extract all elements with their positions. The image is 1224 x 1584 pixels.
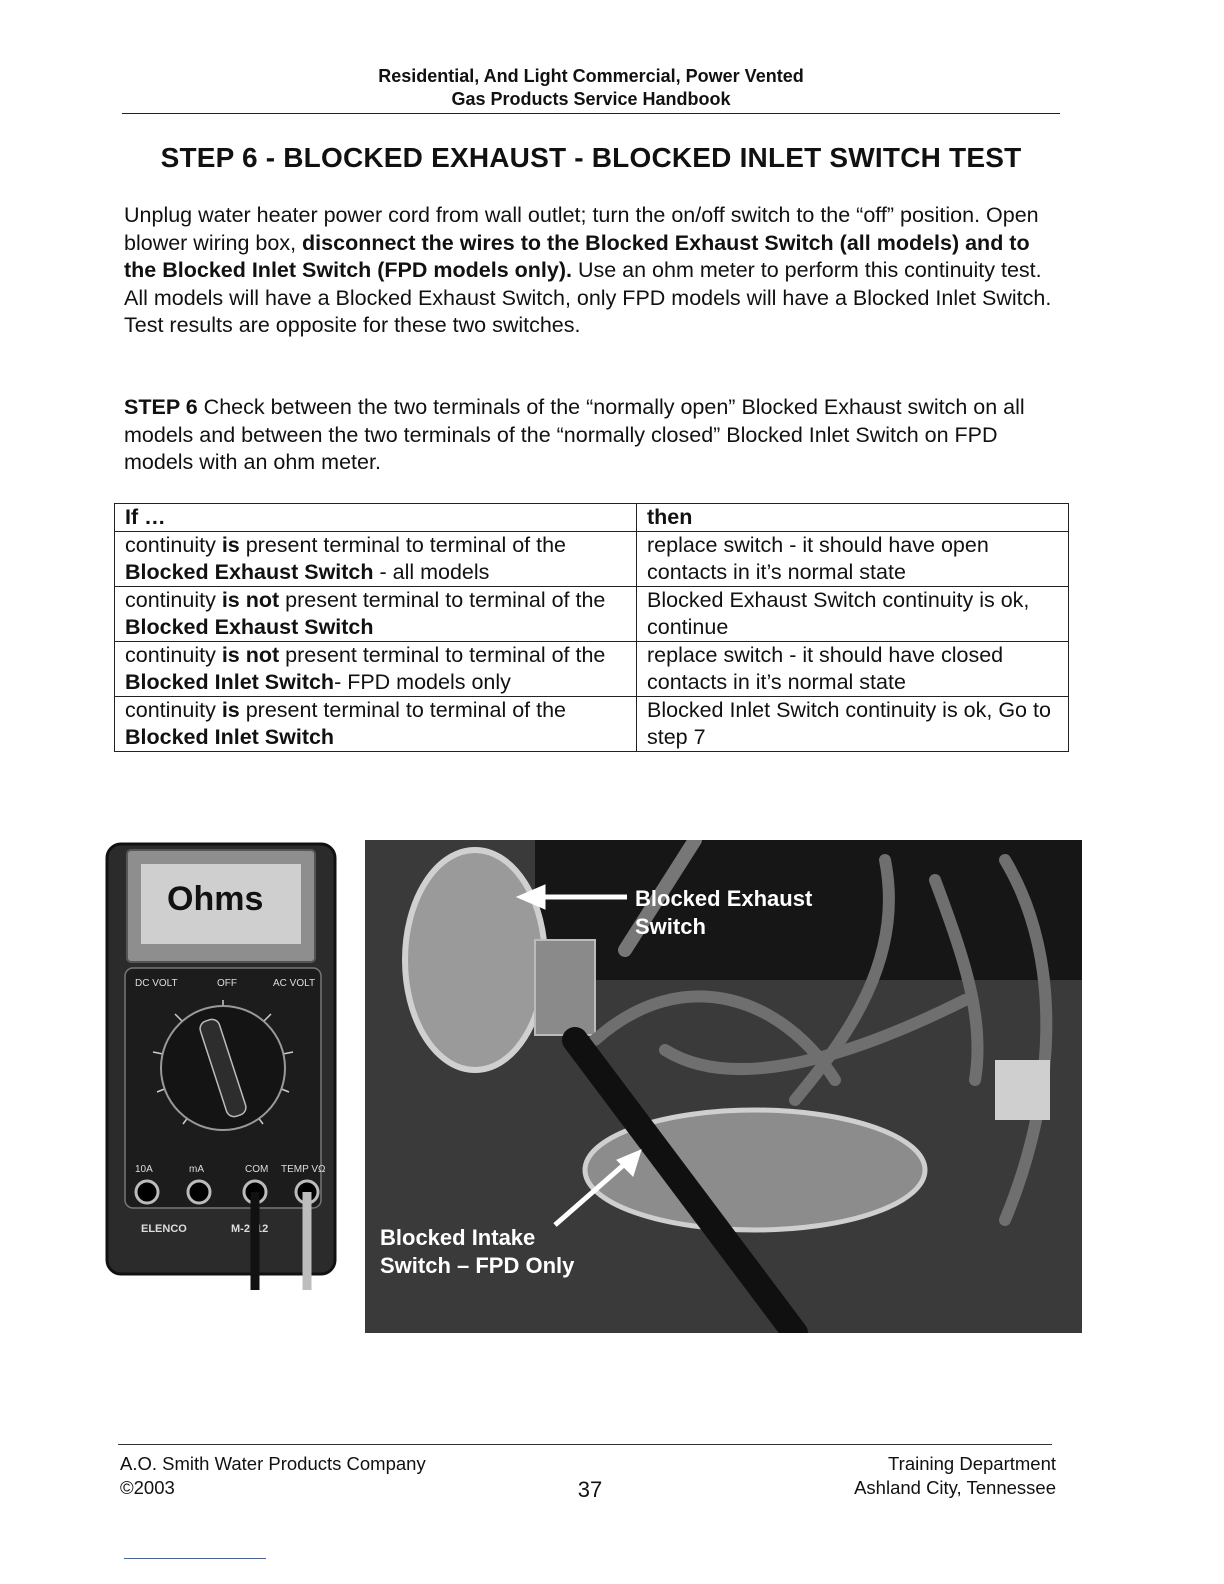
dc-volt-label: DC VOLT [135, 978, 178, 989]
cell-bold: Blocked Exhaust Switch [125, 560, 374, 584]
table-cell-if [115, 532, 637, 587]
ac-volt-label: AC VOLT [273, 978, 316, 989]
header-line-2: Gas Products Service Handbook [451, 89, 731, 109]
connector-block [995, 1060, 1050, 1120]
meter-display-text: Ohms [167, 880, 264, 918]
cell-text: present terminal to terminal of the [279, 643, 606, 667]
cell-bold: is [221, 533, 240, 557]
multimeter-image [105, 842, 337, 1290]
blocked-exhaust-switch-shape [535, 940, 595, 1035]
cell-text: continuity [125, 588, 222, 612]
footnote-separator [124, 1558, 266, 1559]
footer-department: Training Department [888, 1453, 1056, 1474]
meter-brand: ELENCO [141, 1223, 187, 1235]
jack-label-ma: mA [189, 1164, 204, 1175]
table-row [115, 697, 1069, 752]
if-then-table [114, 503, 1069, 752]
intake-label-line-2: Switch – FPD Only [380, 1253, 575, 1278]
cell-bold: is not [221, 643, 280, 667]
table-cell-then: replace switch - it should have closed contacts in it’s normal state [637, 642, 1069, 697]
table-cell-then: replace switch - it should have open contacts in it’s normal state [637, 532, 1069, 587]
table-cell-if [115, 642, 637, 697]
table-cell-then: Blocked Exhaust Switch continuity is ok, continue [637, 587, 1069, 642]
page-number: 37 [577, 1477, 603, 1502]
footer-divider [118, 1444, 1052, 1445]
intro-text-1: Unplug water heater power cord from wall outlet; turn the on/off switch to the “off” position. Open blower wiring box, [124, 203, 1039, 255]
jack-label-temp: TEMP VΩ [281, 1164, 326, 1175]
footer-copyright: ©2003 [120, 1477, 175, 1498]
table-cell-if [115, 697, 637, 752]
cell-bold: is [221, 698, 240, 722]
table-row [115, 642, 1069, 697]
table-cell-then: Blocked Inlet Switch continuity is ok, Go to step 7 [637, 697, 1069, 752]
table-row [115, 532, 1069, 587]
table-header-row [115, 504, 1069, 532]
intro-paragraph [124, 202, 1064, 340]
cell-bold: is not [221, 588, 280, 612]
table-cell-if [115, 587, 637, 642]
cell-text: continuity [125, 643, 222, 667]
exhaust-label-line-1: Blocked Exhaust [635, 886, 813, 911]
blower-housing [405, 850, 545, 1070]
step-label: STEP 6 [124, 395, 198, 419]
cell-bold: Blocked Inlet Switch [125, 670, 335, 694]
cell-text: continuity [125, 698, 222, 722]
header-divider [122, 113, 1060, 114]
page-title: STEP 6 - BLOCKED EXHAUST - BLOCKED INLET SWITCH TEST [160, 142, 1022, 173]
table-row [115, 587, 1069, 642]
intro-text-2: Use an ohm meter to perform this continuity test. All models will have a Blocked Exhaust Switch, only FPD models will have a Blocked Inlet Switch. Test results are opposite for these two switches. [124, 258, 1052, 337]
jack-label-10a: 10A [135, 1164, 153, 1175]
intro-bold: disconnect the wires to the Blocked Exhaust Switch (all models) and to the Blocked Inlet Switch (FPD models only). [124, 230, 1030, 282]
table-header-then: then [637, 504, 1069, 532]
off-label: OFF [217, 978, 237, 989]
step-text: Check between the two terminals of the “normally open” Blocked Exhaust switch on all models and between the two terminals of the “normally closed” Blocked Inlet Switch on FPD models with an ohm meter. [124, 395, 1025, 474]
meter-model: M-2612 [231, 1223, 269, 1235]
cell-text: present terminal to terminal of the [239, 533, 566, 557]
footer-company: A.O. Smith Water Products Company [120, 1453, 426, 1474]
step-paragraph [124, 394, 1064, 477]
footer-location: Ashland City, Tennessee [854, 1477, 1056, 1498]
switch-photo [365, 840, 1082, 1333]
exhaust-label-line-2: Switch [635, 914, 706, 939]
cell-text: - FPD models only [334, 670, 511, 694]
cell-text: present terminal to terminal of the [279, 588, 606, 612]
cell-bold: Blocked Inlet Switch [125, 725, 335, 749]
header-line-1: Residential, And Light Commercial, Power Vented [378, 66, 804, 86]
cell-text: continuity [125, 533, 222, 557]
table-header-if: If … [115, 504, 637, 532]
cell-text: - all models [373, 560, 490, 584]
jack-label-com: COM [245, 1164, 269, 1175]
intake-label-line-1: Blocked Intake [380, 1225, 536, 1250]
cell-bold: Blocked Exhaust Switch [125, 615, 374, 639]
cell-text: present terminal to terminal of the [239, 698, 566, 722]
